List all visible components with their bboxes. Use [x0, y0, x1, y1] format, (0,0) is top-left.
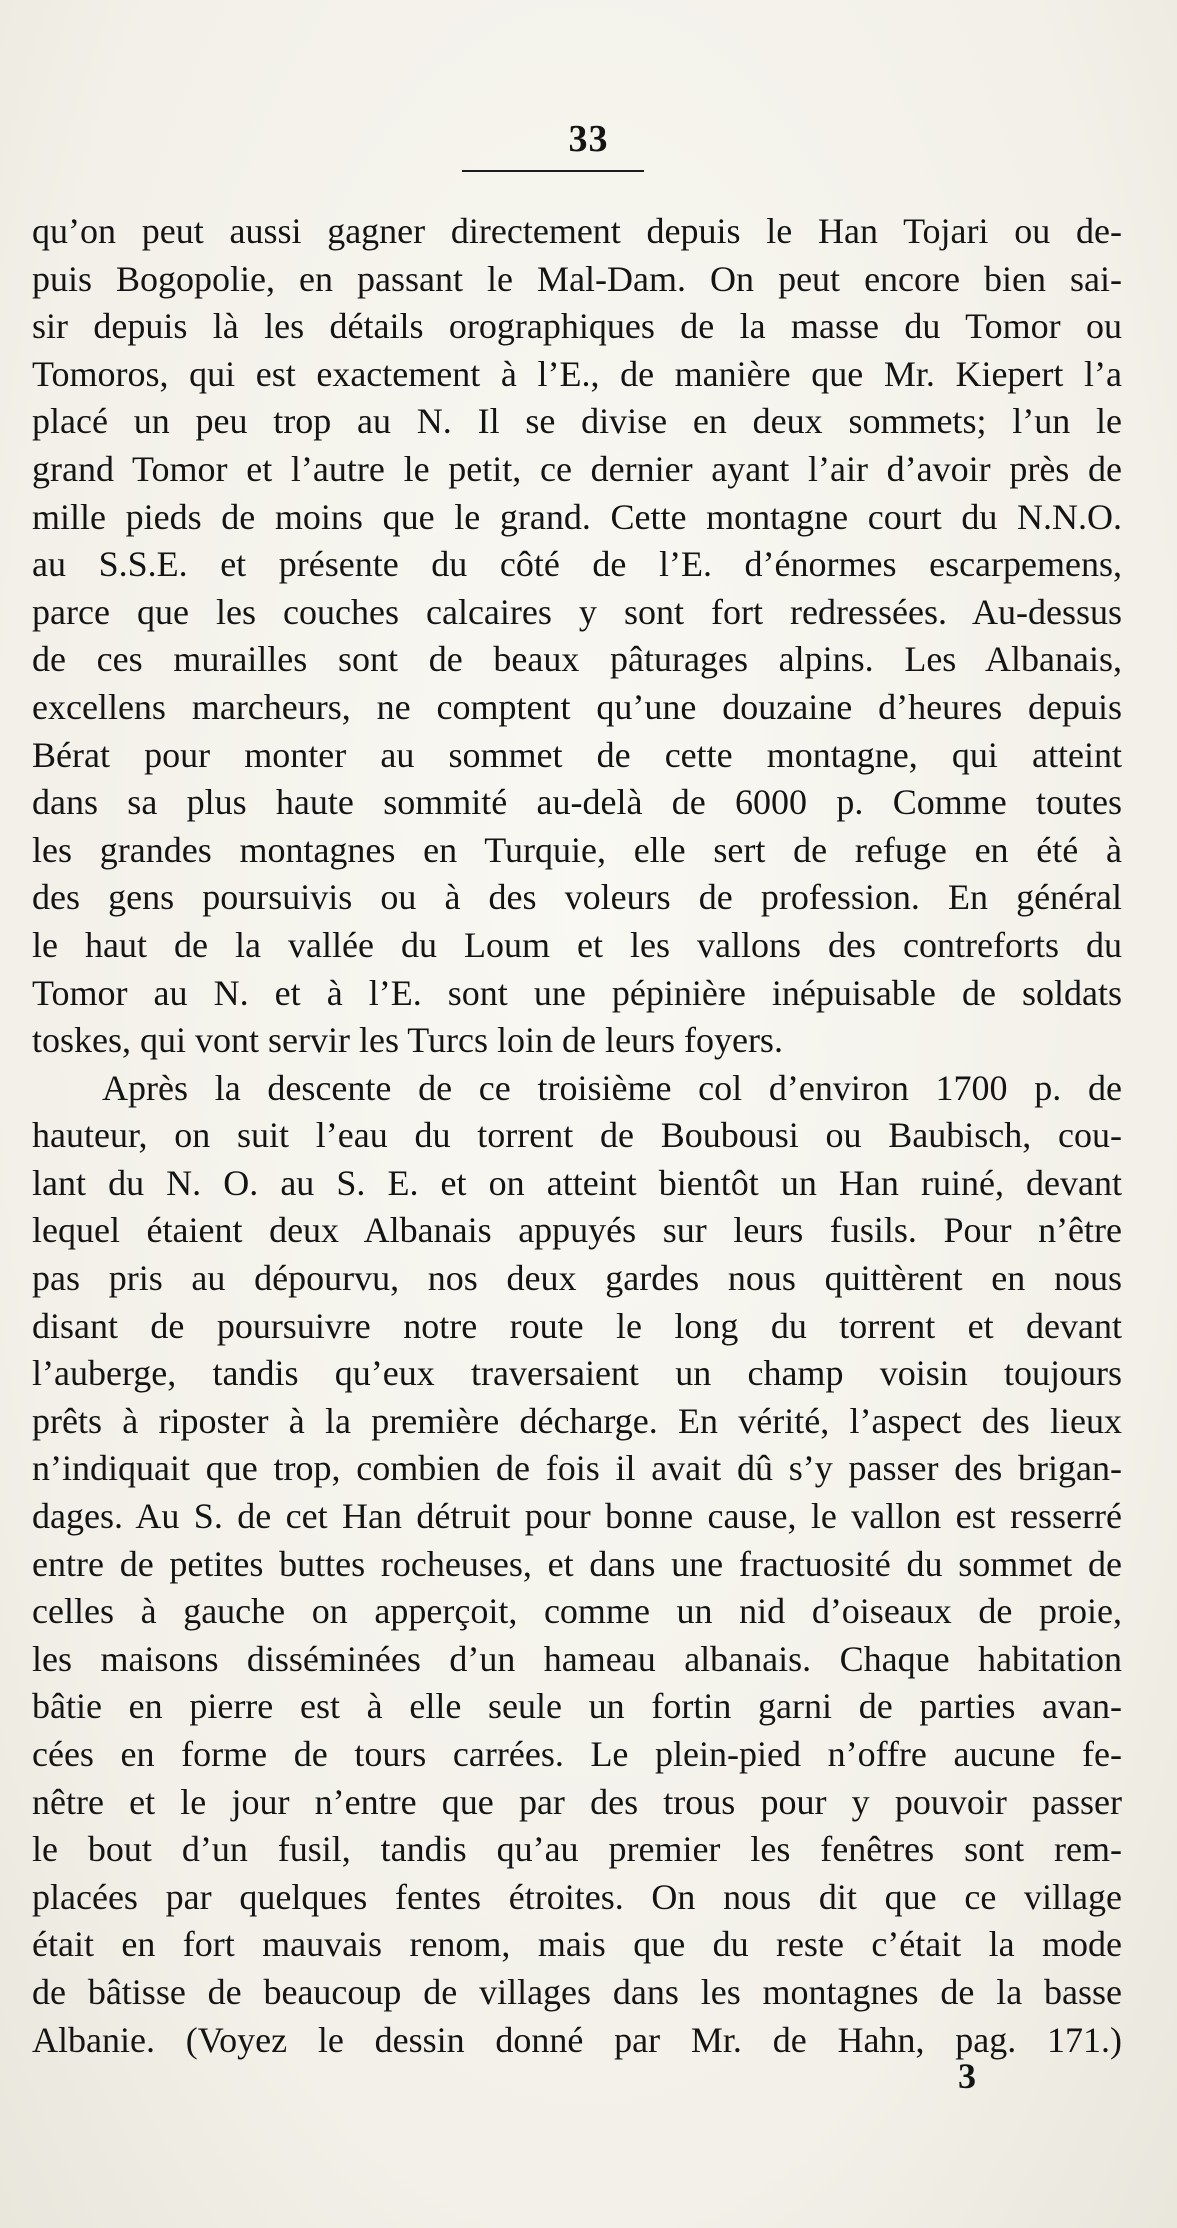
text-line: grand Tomor et l’autre le petit, ce dernier ayant l’air d’avoir près de: [32, 448, 1122, 489]
text-line: hauteur, on suit l’eau du torrent de Boubousi ou Baubisch, cou-: [32, 1115, 1122, 1156]
text-line: bâtie en pierre est à elle seule un fortin garni de parties avan-: [32, 1686, 1122, 1727]
paragraph-end-line: toskes, qui vont servir les Turcs loin de leurs foyers.: [32, 1020, 783, 1061]
text-line: de bâtisse de beaucoup de villages dans les montagnes de la basse: [32, 1971, 1122, 2012]
text-line: Bérat pour monter au sommet de cette montagne, qui atteint: [32, 734, 1122, 775]
text-line: pas pris au dépourvu, nos deux gardes nous quittèrent en nous: [32, 1258, 1122, 1299]
text-line: prêts à riposter à la première décharge. En vérité, l’aspect des lieux: [32, 1400, 1122, 1441]
text-line: qu’on peut aussi gagner directement depuis le Han Tojari ou de-: [32, 211, 1122, 251]
text-line: celles à gauche on apperçoit, comme un nid d’oiseaux de proie,: [32, 1591, 1122, 1632]
text-line: lequel étaient deux Albanais appuyés sur leurs fusils. Pour n’être: [32, 1210, 1122, 1251]
text-line: mille pieds de moins que le grand. Cette montagne court du N.N.O.: [32, 496, 1122, 537]
signature-mark: 3: [958, 2056, 976, 2096]
header-rule: [462, 170, 644, 172]
text-line: nêtre et le jour n’entre que par des trous pour y pouvoir passer: [32, 1781, 1122, 1822]
text-line: parce que les couches calcaires y sont fort redressées. Au-dessus: [32, 591, 1122, 632]
text-line: puis Bogopolie, en passant le Mal-Dam. On peut encore bien sai-: [32, 258, 1122, 299]
text-line: lant du N. O. au S. E. et on atteint bientôt un Han ruiné, devant: [32, 1162, 1122, 1203]
text-line: n’indiquait que trop, combien de fois il avait dû s’y passer des brigan-: [32, 1448, 1122, 1489]
text-line: au S.S.E. et présente du côté de l’E. d’énormes escarpemens,: [32, 544, 1122, 585]
text-line: Tomoros, qui est exactement à l’E., de manière que Mr. Kiepert l’a: [32, 353, 1122, 394]
text-line: entre de petites buttes rocheuses, et dans une fractuosité du sommet de: [32, 1543, 1122, 1584]
text-line: dans sa plus haute sommité au-delà de 6000 p. Comme toutes: [32, 782, 1122, 823]
text-line: sir depuis là les détails orographiques de la masse du Tomor ou: [32, 306, 1122, 347]
text-line: l’auberge, tandis qu’eux traversaient un champ voisin toujours: [32, 1353, 1122, 1394]
body-text: [32, 208, 1122, 2064]
text-line: le bout d’un fusil, tandis qu’au premier les fenêtres sont rem-: [32, 1829, 1122, 1870]
text-line: les grandes montagnes en Turquie, elle sert de refuge en été à: [32, 829, 1122, 870]
text-line: excellens marcheurs, ne comptent qu’une douzaine d’heures depuis: [32, 686, 1122, 727]
text-line: Tomor au N. et à l’E. sont une pépinière inépuisable de soldats: [32, 972, 1122, 1013]
text-line: le haut de la vallée du Loum et les vallons des contreforts du: [32, 924, 1122, 965]
text-line: Albanie. (Voyez le dessin donné par Mr. de Hahn, pag. 171.): [32, 2019, 1122, 2060]
text-line: placé un peu trop au N. Il se divise en deux sommets; l’un le: [32, 401, 1122, 442]
page-number: 33: [568, 118, 609, 160]
text-line: des gens poursuivis ou à des voleurs de profession. En général: [32, 877, 1122, 918]
text-line: cées en forme de tours carrées. Le plein-pied n’offre aucune fe-: [32, 1734, 1122, 1774]
text-line: les maisons disséminées d’un hameau albanais. Chaque habitation: [32, 1638, 1122, 1679]
text-line: dages. Au S. de cet Han détruit pour bonne cause, le vallon est resserré: [32, 1496, 1122, 1537]
paragraph-start-line: Après la descente de ce troisième col d’environ 1700 p. de: [102, 1067, 1122, 1108]
text-line: de ces murailles sont de beaux pâturages alpins. Les Albanais,: [32, 639, 1122, 680]
text-line: placées par quelques fentes étroites. On nous dit que ce village: [32, 1876, 1122, 1917]
text-line: était en fort mauvais renom, mais que du reste c’était la mode: [32, 1924, 1122, 1965]
text-line: disant de poursuivre notre route le long du torrent et devant: [32, 1305, 1122, 1346]
